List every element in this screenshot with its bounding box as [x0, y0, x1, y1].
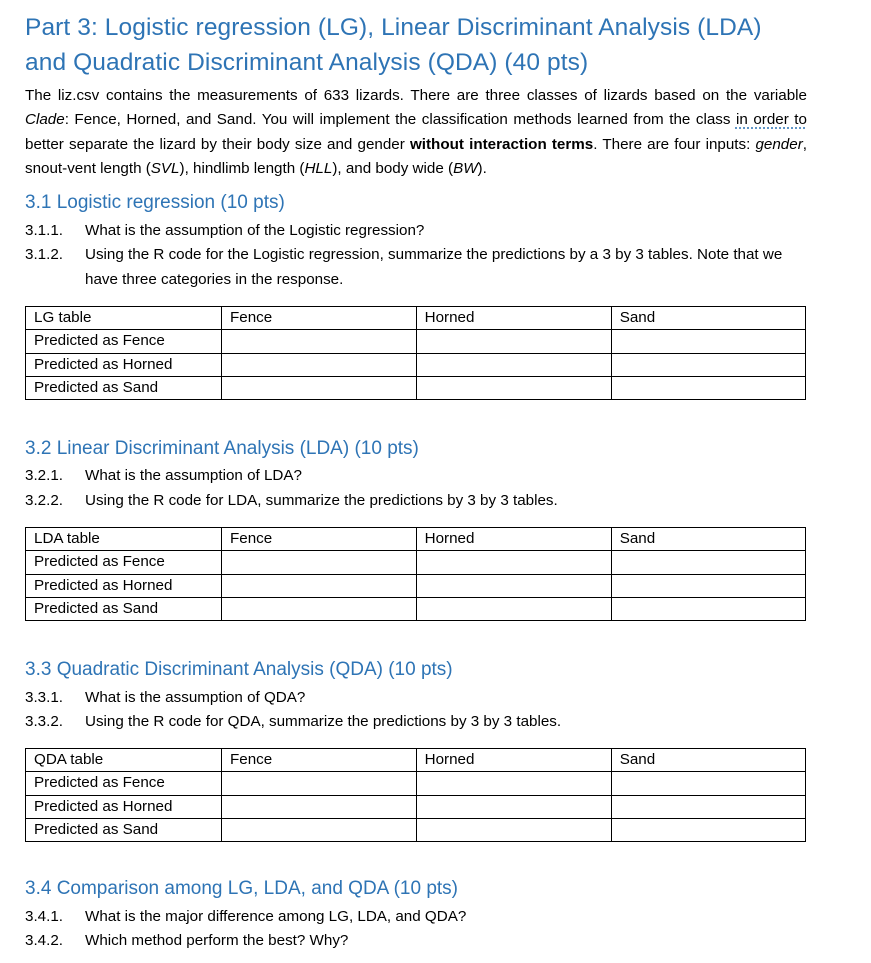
intro-bold: without interaction terms — [409, 135, 594, 153]
intro-text: ), and body wide ( — [332, 159, 454, 177]
intro-clade: Clade — [25, 111, 65, 129]
row-label: Predicted as Horned — [26, 795, 222, 818]
table-cell[interactable] — [221, 551, 416, 574]
question-number: 3.4.1. — [25, 908, 63, 925]
question-number: 3.4.2. — [25, 932, 63, 949]
question-text: What is the assumption of the Logistic regression? — [85, 222, 425, 239]
question-number: 3.3.1. — [25, 689, 63, 706]
intro-text: : Fence, Horned, and Sand. You will implement the classification methods learned from the class — [64, 111, 736, 129]
table-header-cell: Horned — [416, 749, 611, 772]
table-row — [26, 795, 806, 818]
table-header-row — [26, 749, 806, 772]
table-row — [26, 353, 806, 376]
table-header-cell: Fence — [221, 528, 416, 551]
row-label: Predicted as Fence — [26, 330, 222, 353]
table-cell[interactable] — [611, 551, 805, 574]
intro-hll: HLL — [304, 159, 333, 177]
question-text: What is the assumption of QDA? — [85, 689, 306, 706]
table-cell[interactable] — [611, 574, 805, 597]
row-label: Predicted as Sand — [26, 597, 222, 620]
question-text: Using the R code for QDA, summarize the predictions by 3 by 3 tables. — [85, 713, 562, 730]
section-heading: 3.2 Linear Discriminant Analysis (LDA) (10 pts) — [25, 438, 419, 459]
question-text: Which method perform the best? Why? — [85, 932, 349, 949]
document-page — [25, 10, 807, 181]
table-header-cell: Sand — [611, 307, 805, 330]
intro-text: , snout-vent length ( — [25, 135, 807, 177]
table-cell[interactable] — [416, 330, 611, 353]
question-text: Using the R code for the Logistic regression, summarize the predictions by a 3 by 3 tables. Note that we have three categories in the response. — [85, 246, 783, 288]
section-heading: 3.4 Comparison among LG, LDA, and QDA (10 pts) — [25, 878, 458, 899]
row-label: Predicted as Horned — [26, 574, 222, 597]
table-cell[interactable] — [221, 376, 416, 399]
table-header-cell: Fence — [221, 307, 416, 330]
table-header-row — [26, 307, 806, 330]
row-label: Predicted as Sand — [26, 818, 222, 841]
table-cell[interactable] — [221, 574, 416, 597]
intro-svl: SVL — [150, 159, 180, 177]
intro-text: ), hindlimb length ( — [179, 159, 305, 177]
table-header-cell: Sand — [611, 528, 805, 551]
section-heading: 3.3 Quadratic Discriminant Analysis (QDA) (10 pts) — [25, 659, 453, 680]
intro-bw: BW — [453, 159, 478, 177]
table-header-cell: LG table — [26, 307, 222, 330]
table-header-cell: Horned — [416, 528, 611, 551]
table-cell[interactable] — [221, 818, 416, 841]
row-label: Predicted as Horned — [26, 353, 222, 376]
table-cell[interactable] — [611, 597, 805, 620]
table-cell[interactable] — [611, 353, 805, 376]
question-number: 3.2.1. — [25, 467, 63, 484]
question-number: 3.1.1. — [25, 222, 63, 239]
table-row — [26, 772, 806, 795]
table-cell[interactable] — [611, 818, 805, 841]
table-cell[interactable] — [416, 353, 611, 376]
table-header-row — [26, 528, 806, 551]
question-number: 3.1.2. — [25, 246, 63, 263]
table-header-cell: Fence — [221, 749, 416, 772]
table-row — [26, 574, 806, 597]
table-header-cell: Horned — [416, 307, 611, 330]
question-text: What is the assumption of LDA? — [85, 467, 302, 484]
lda-table — [25, 527, 806, 621]
intro-gender: gender — [755, 135, 803, 153]
table-cell[interactable] — [611, 795, 805, 818]
question-number: 3.2.2. — [25, 492, 63, 509]
table-cell[interactable] — [416, 772, 611, 795]
qda-table — [25, 748, 806, 842]
intro-text: better separate the lizard by their body size and gender — [25, 135, 410, 153]
page-title: Part 3: Logistic regression (LG), Linear Discriminant Analysis (LDA) and Quadratic Discriminant Analysis (QDA) (40 pts) — [25, 14, 762, 76]
table-header-cell: LDA table — [26, 528, 222, 551]
section-heading: 3.1 Logistic regression (10 pts) — [25, 192, 285, 213]
table-row — [26, 551, 806, 574]
intro-text: . There are four inputs: — [593, 135, 756, 153]
table-row — [26, 818, 806, 841]
table-row — [26, 597, 806, 620]
row-label: Predicted as Fence — [26, 551, 222, 574]
row-label: Predicted as Sand — [26, 376, 222, 399]
table-cell[interactable] — [221, 795, 416, 818]
lg-table — [25, 306, 806, 400]
intro-text: ). — [477, 159, 487, 177]
table-cell[interactable] — [416, 795, 611, 818]
table-cell[interactable] — [416, 818, 611, 841]
intro-text: The liz.csv contains the measurements of 633 lizards. There are three classes of lizards based on the variable — [25, 87, 807, 104]
table-cell[interactable] — [611, 772, 805, 795]
intro-paragraph — [25, 84, 807, 181]
table-header-cell: Sand — [611, 749, 805, 772]
table-cell[interactable] — [416, 376, 611, 399]
table-cell[interactable] — [221, 772, 416, 795]
table-cell[interactable] — [221, 330, 416, 353]
question-number: 3.3.2. — [25, 713, 63, 730]
table-row — [26, 376, 806, 399]
table-cell[interactable] — [221, 597, 416, 620]
table-header-cell: QDA table — [26, 749, 222, 772]
table-row — [26, 330, 806, 353]
table-cell[interactable] — [611, 330, 805, 353]
row-label: Predicted as Fence — [26, 772, 222, 795]
table-cell[interactable] — [416, 574, 611, 597]
question-text: Using the R code for LDA, summarize the predictions by 3 by 3 tables. — [85, 492, 558, 509]
table-cell[interactable] — [416, 551, 611, 574]
question-text: What is the major difference among LG, LDA, and QDA? — [85, 908, 467, 925]
table-cell[interactable] — [221, 353, 416, 376]
intro-in-order-to: in order to — [735, 111, 807, 129]
table-cell[interactable] — [416, 597, 611, 620]
table-cell[interactable] — [611, 376, 805, 399]
